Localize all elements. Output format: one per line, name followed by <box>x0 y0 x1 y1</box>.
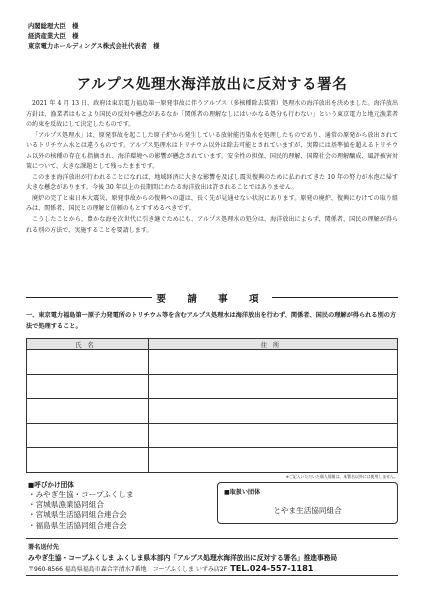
name-cell[interactable] <box>27 399 149 424</box>
address-cell[interactable] <box>149 423 398 448</box>
footer-office-name: みやぎ生協・コープふくしま ふくしま県本部内「アルプス処理水海洋放出に反対する署名」推進事務局 <box>28 554 338 562</box>
footer-divider-top <box>26 538 398 539</box>
body-paragraph-3: このまま海洋放出が行われることになれば、地域経済に大きな影響を及ぼし震災復興のために払われてきた 10 年の努力が水泡に帰す大きな懸念があります。今後 30 年以上の長期間にわたる海洋放出は許されることではありません。 <box>26 173 398 192</box>
request-item: 一、東京電力福島第一原子力発電所のトリチウム等を含むアルプス処理水は海洋放出を行わず、関係者、国民の理解が得られる別の方法で処理すること。 <box>26 312 397 330</box>
column-name-header: 氏名 <box>27 339 149 350</box>
signature-row <box>27 423 398 448</box>
signature-row <box>27 399 398 424</box>
addressee-prime-minister: 内閣総理大臣 様 <box>28 23 79 30</box>
handling-org-box <box>217 482 398 524</box>
address-cell[interactable] <box>149 374 398 399</box>
handling-org-name: とやま生活協同組合 <box>273 506 342 515</box>
footer-phone[interactable]: TEL.024-557-1181 <box>230 563 314 573</box>
footer-address: 〒960-8566 福島県福島市森合字清水7番地 コープふくしま いずみ店2F <box>28 566 228 573</box>
organizer-item: ・宮城県漁業協同組合 <box>28 500 104 510</box>
organizers-heading: ■呼びかけ団体 <box>28 481 74 489</box>
footer-send-to-label: 署名送付先 <box>28 544 59 551</box>
addressee-economy-minister: 経済産業大臣 様 <box>28 33 79 41</box>
signature-table-header <box>27 339 398 350</box>
handling-org-label: ■取扱い団体 <box>224 489 261 496</box>
organizer-item: ・宮城県生活協同組合連合会 <box>28 510 127 520</box>
organizer-item: ・みやぎ生協・コープふくしま <box>28 490 134 499</box>
body-paragraph-2: 「アルプス処理水」は、原発事故を起こした原子炉から発生している放射能汚染水を処理したものであり、通常の原発から放出されているトリチウム水とは違うものです。アルプス処理水はトリチウム以外は除去可能とされていますが、実際には基準値を超えるトリチウム以外の核種の存在も指摘され、海洋環境への影響が懸念されています。安全性の担保、国民的理解、国際社会の理解醸成、風評被害対策について、大きな課題として残ったままです。 <box>26 131 398 171</box>
footer-address-line <box>28 563 313 573</box>
signature-row <box>27 448 398 473</box>
address-cell[interactable] <box>149 448 398 473</box>
petition-title: アルプス処理水海洋放出に反対する署名 <box>76 76 348 93</box>
organizer-item: ・福島県生活協同組合連合会 <box>28 520 127 530</box>
name-cell[interactable] <box>27 374 149 399</box>
footer-divider-bottom <box>26 575 398 576</box>
requests-heading: 要 請 事 項 <box>156 294 268 305</box>
requests-divider-right <box>272 297 398 298</box>
name-cell[interactable] <box>27 350 149 375</box>
body-paragraph-1: 2021 年 4 月 13 日、政府は東京電力福島第一原発事故に伴うアルプス（多核種除去装置）処理水の海洋放出を決めました。海洋放出方針は、漁業者はもとより国民の反対や懸念があるなか「関係者の理解なしにはいかなる処分も行わない」という東京電力と地元漁業者の約束を反故にして決定したものです。 <box>26 100 398 129</box>
signature-row <box>27 374 398 399</box>
address-cell[interactable] <box>149 350 398 375</box>
privacy-note: ※ご記入いただいた個人情報は、本署名以外には使用しません。 <box>285 474 398 479</box>
addressee-block <box>28 22 159 53</box>
name-cell[interactable] <box>27 448 149 473</box>
column-address-header: 住所 <box>149 339 398 350</box>
body-paragraph-4: 廃炉の完了と東日本大震災、原発事故からの復興への道は、長く先が見通せない状況にあります。原発の廃炉、復興にむけての取り組みは、関係者、国民との理解と信頼のもとすすめるべきです。 <box>26 194 398 213</box>
signature-table <box>26 338 398 473</box>
signature-row <box>27 350 398 375</box>
body-paragraph-5: こうしたことから、豊かな海を次世代に引き継ぐためにも、アルプス処理水の処分は、海洋放出によらず、関係者、国民の理解が得られる別の方法で、実施することを要請します。 <box>26 216 398 234</box>
address-cell[interactable] <box>149 399 398 424</box>
petition-body <box>26 99 398 236</box>
organizers-list <box>28 490 134 531</box>
name-cell[interactable] <box>27 423 149 448</box>
addressee-tepco: 東京電力ホールディングス株式会社代表者 様 <box>28 43 160 51</box>
